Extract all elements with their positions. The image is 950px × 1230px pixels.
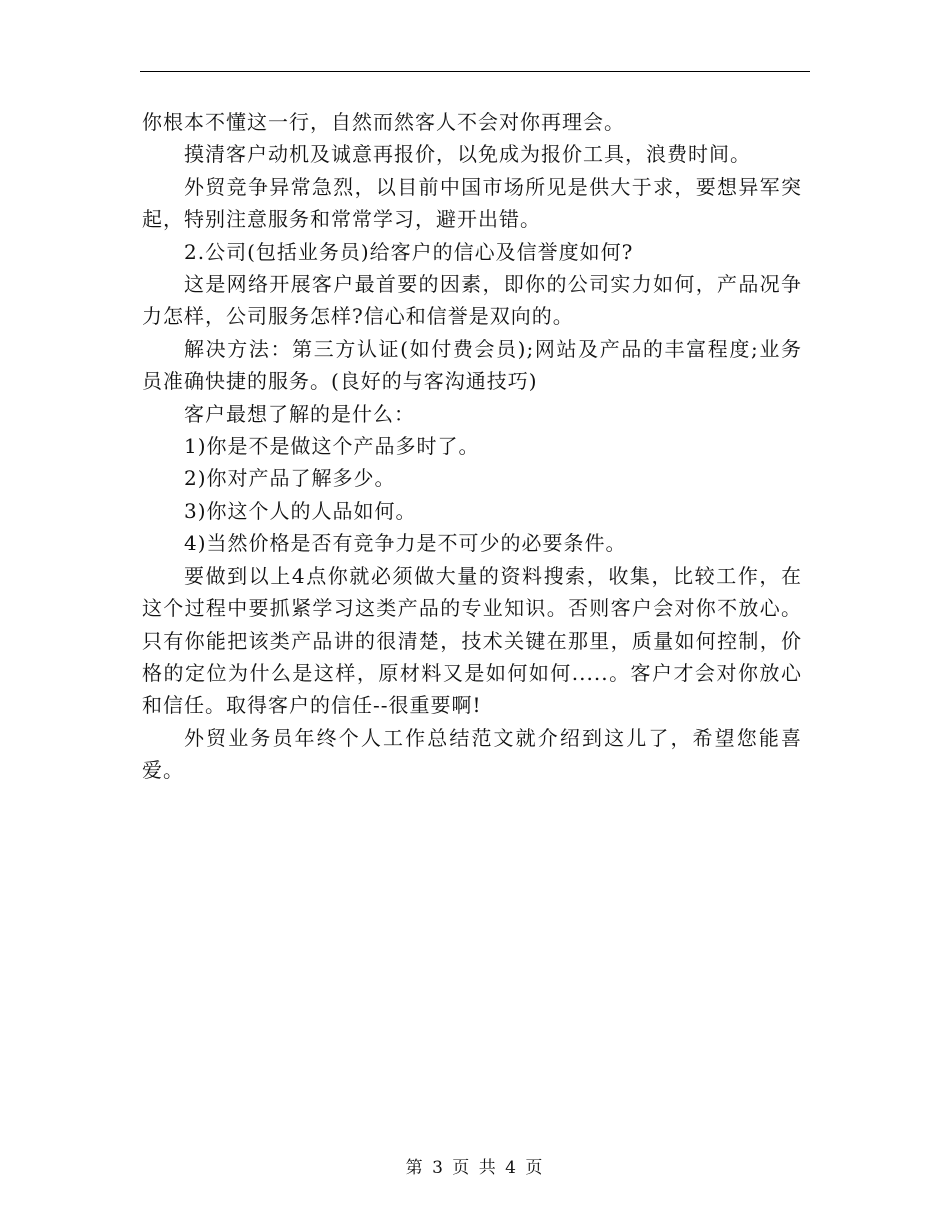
list-item: 2)你对产品了解多少。: [184, 466, 396, 491]
paragraph: 这是网络开展客户最首要的因素，即你的公司实力如何，产品况争力怎样，公司服务怎样?信心和信誉是双向的。: [142, 272, 802, 329]
paragraph: 外贸业务员年终个人工作总结范文就介绍到这儿了，希望您能喜爱。: [142, 725, 802, 783]
paragraph: 要做到以上4点你就必须做大量的资料搜索，收集，比较工作，在这个过程中要抓紧学习这类产品的专业知识。否则客户会对你不放心。只有你能把该类产品讲的很清楚，技术关键在那里，质量如何控制，价格的定位为什么是这样，原材料又是如何如何.....。客户才会对你放心和信任。取得客户的信任--很重要啊!: [142, 563, 802, 718]
paragraph: 外贸竞争异常急烈，以目前中国市场所见是供大于求，要想异军突起，特别注意服务和常常学习，避开出错。: [142, 174, 802, 232]
list-item: 1)你是不是做这个产品多时了。: [184, 434, 480, 459]
section-heading: 2.公司(包括业务员)给客户的信心及信誉度如何?: [184, 239, 634, 264]
paragraph: 解决方法：第三方认证(如付费会员);网站及产品的丰富程度;业务员准确快捷的服务。(良好的与客沟通技巧): [142, 336, 802, 394]
paragraph: 摸清客户动机及诚意再报价，以免成为报价工具，浪费时间。: [184, 142, 751, 167]
page-number-footer: 第 3 页 共 4 页: [405, 1158, 545, 1178]
document-body: [142, 106, 802, 787]
list-item: 3)你这个人的人品如何。: [184, 498, 417, 523]
paragraph: 客户最想了解的是什么：: [184, 401, 415, 426]
header-rule: [140, 71, 810, 72]
paragraph-continuation: 你根本不懂这一行，自然而然客人不会对你再理会。: [142, 110, 625, 134]
list-item: 4)当然价格是否有竞争力是不可少的必要条件。: [184, 531, 627, 556]
